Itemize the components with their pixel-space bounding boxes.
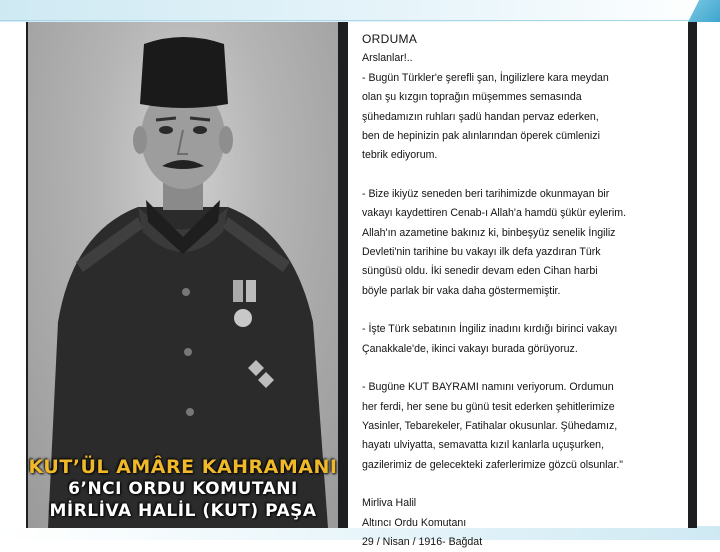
portrait-photo xyxy=(28,22,338,528)
signature-title: Altıncı Ordu Komutanı xyxy=(362,516,467,529)
paragraph-gap xyxy=(362,166,688,185)
letter-line: - Bugüne KUT BAYRAMI namını veriyorum. Ordumun xyxy=(362,381,614,394)
letter-line: gazilerimiz de gelecekteki zaferlerimize gözcü olsunlar." xyxy=(362,458,624,471)
letter-line: böyle parlak bir vaka daha göstermemiştir. xyxy=(362,284,561,297)
paragraph-gap xyxy=(362,301,688,320)
letter-line: Çanakkale'de, ikinci vakayı burada görüyoruz. xyxy=(362,342,578,355)
slide-top-band xyxy=(0,0,720,22)
signature-date: 29 / Nisan / 1916- Bağdat xyxy=(362,535,483,548)
letter-salutation: Arslanlar!.. xyxy=(362,52,413,65)
portrait-caption xyxy=(28,456,338,522)
letter-text-panel xyxy=(348,22,688,548)
letter-line: her ferdi, her sene bu günü tesit ederken şehitlerimize xyxy=(362,400,615,413)
letter-line: hayatı ulviyatta, semavatta kızıl kanlarla uçuşurken, xyxy=(362,439,605,452)
caption-line-1: KUT’ÜL AMÂRE KAHRAMANI xyxy=(28,456,338,478)
letter-line: olan şu kızgın toprağın müşemmes semasında xyxy=(362,91,582,104)
paragraph-gap xyxy=(362,359,688,378)
letter-line: - Bize ikiyüz seneden beri tarihimizde okunmayan bir xyxy=(362,187,610,200)
portrait-illustration xyxy=(28,22,338,528)
letter-line: vakayı kaydettiren Cenab-ı Allah'a hamdü şükür eylerim. xyxy=(362,207,627,220)
letter-line: - İşte Türk sebatının İngiliz inadını kırdığı birinci vakayı xyxy=(362,323,618,336)
signature-name: Mirliva Halil xyxy=(362,497,417,510)
letter-heading: ORDUMA xyxy=(362,32,418,46)
letter-line: Devleti'nin tarihine bu vakayı ilk defa yazdıran Türk xyxy=(362,246,601,259)
letter-line: şühedamızın ruhları şadü handan pervaz ederken, xyxy=(362,110,599,123)
letter-line: süngüsü oldu. İki senedir devam eden Cihan harbi xyxy=(362,265,598,278)
letter-line: Allah'ın azametine bakınız ki, binbeşyüz senelik İngiliz xyxy=(362,226,616,239)
letter-line: ben de hepinizin pak alınlarından öperek cümlenizi xyxy=(362,130,600,143)
letter-line: tebrik ediyorum. xyxy=(362,149,438,162)
caption-line-3: MİRLİVA HALİL (KUT) PAŞA xyxy=(49,501,317,521)
letter-line: Yasinler, Tebarekeler, Fatihalar okusunlar. Şühedamız, xyxy=(362,419,618,432)
caption-line-2: 6’NCI ORDU KOMUTANI xyxy=(68,479,298,499)
letter-line: - Bugün Türkler'e şerefli şan, İngilizlere kara meydan xyxy=(362,71,609,84)
paragraph-gap xyxy=(362,475,688,494)
slide-top-rule xyxy=(0,20,720,21)
